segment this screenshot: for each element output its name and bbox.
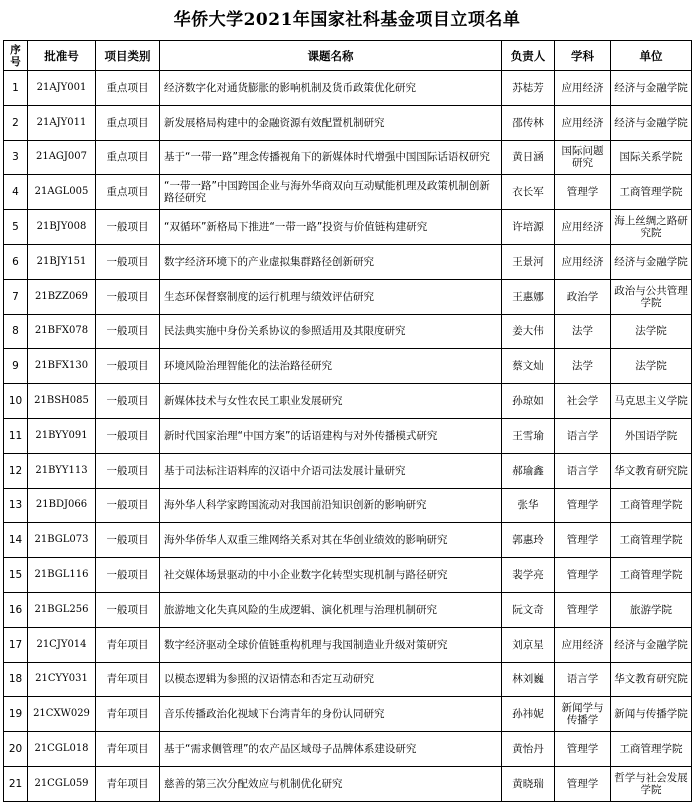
table-row bbox=[4, 766, 692, 801]
header-seq: 序号 bbox=[4, 41, 28, 71]
row-number-cell: 11 bbox=[4, 418, 28, 453]
table-row bbox=[4, 732, 692, 767]
project-name-cell: 环境风险治理智能化的法治路径研究 bbox=[160, 349, 502, 384]
header-unit: 单位 bbox=[611, 41, 692, 71]
project-name-cell: 数字经济驱动全球价值链重构机理与我国制造业升级对策研究 bbox=[160, 627, 502, 662]
category-cell: 一般项目 bbox=[96, 558, 160, 593]
leader-cell: 姜大伟 bbox=[502, 314, 555, 349]
category-cell: 一般项目 bbox=[96, 349, 160, 384]
header-category: 项目类别 bbox=[96, 41, 160, 71]
leader-cell: 苏梽芳 bbox=[502, 71, 555, 106]
project-name-cell: 基于“需求侧管理”的农产品区域母子品牌体系建设研究 bbox=[160, 732, 502, 767]
category-cell: 青年项目 bbox=[96, 627, 160, 662]
category-cell: 青年项目 bbox=[96, 697, 160, 732]
leader-cell: 裴学亮 bbox=[502, 558, 555, 593]
row-number-cell: 13 bbox=[4, 488, 28, 523]
table-row bbox=[4, 175, 692, 210]
header-discipline: 学科 bbox=[555, 41, 611, 71]
approval-no-cell: 21AJY011 bbox=[28, 105, 96, 140]
discipline-cell: 管理学 bbox=[555, 732, 611, 767]
project-name-cell: 数字经济环境下的产业虚拟集群路径创新研究 bbox=[160, 244, 502, 279]
unit-cell: 工商管理学院 bbox=[611, 175, 692, 210]
category-cell: 一般项目 bbox=[96, 314, 160, 349]
unit-cell: 政治与公共管理学院 bbox=[611, 279, 692, 314]
discipline-cell: 政治学 bbox=[555, 279, 611, 314]
table-row bbox=[4, 418, 692, 453]
project-name-cell: 海外华人科学家跨国流动对我国前沿知识创新的影响研究 bbox=[160, 488, 502, 523]
discipline-cell: 新闻学与传播学 bbox=[555, 697, 611, 732]
approval-no-cell: 21BGL073 bbox=[28, 523, 96, 558]
row-number-cell: 12 bbox=[4, 453, 28, 488]
unit-cell: 经济与金融学院 bbox=[611, 71, 692, 106]
discipline-cell: 应用经济 bbox=[555, 244, 611, 279]
category-cell: 一般项目 bbox=[96, 279, 160, 314]
project-name-cell: 新时代国家治理“中国方案”的话语建构与对外传播模式研究 bbox=[160, 418, 502, 453]
approval-no-cell: 21BYY091 bbox=[28, 418, 96, 453]
unit-cell: 工商管理学院 bbox=[611, 523, 692, 558]
row-number-cell: 21 bbox=[4, 766, 28, 801]
unit-cell: 华文教育研究院 bbox=[611, 453, 692, 488]
row-number-cell: 17 bbox=[4, 627, 28, 662]
discipline-cell: 管理学 bbox=[555, 592, 611, 627]
unit-cell: 经济与金融学院 bbox=[611, 105, 692, 140]
category-cell: 一般项目 bbox=[96, 210, 160, 245]
approval-no-cell: 21CGL059 bbox=[28, 766, 96, 801]
approval-no-cell: 21CJY014 bbox=[28, 627, 96, 662]
unit-cell: 经济与金融学院 bbox=[611, 244, 692, 279]
leader-cell: 刘京星 bbox=[502, 627, 555, 662]
leader-cell: 孙祎妮 bbox=[502, 697, 555, 732]
row-number-cell: 6 bbox=[4, 244, 28, 279]
table-row bbox=[4, 349, 692, 384]
unit-cell: 法学院 bbox=[611, 349, 692, 384]
row-number-cell: 18 bbox=[4, 662, 28, 697]
approval-no-cell: 21BJY151 bbox=[28, 244, 96, 279]
unit-cell: 外国语学院 bbox=[611, 418, 692, 453]
row-number-cell: 19 bbox=[4, 697, 28, 732]
leader-cell: 阮文奇 bbox=[502, 592, 555, 627]
approval-no-cell: 21BZZ069 bbox=[28, 279, 96, 314]
leader-cell: 衣长军 bbox=[502, 175, 555, 210]
row-number-cell: 1 bbox=[4, 71, 28, 106]
unit-cell: 工商管理学院 bbox=[611, 488, 692, 523]
table-row bbox=[4, 558, 692, 593]
discipline-cell: 应用经济 bbox=[555, 627, 611, 662]
table-row bbox=[4, 140, 692, 175]
approval-no-cell: 21BFX130 bbox=[28, 349, 96, 384]
table-row bbox=[4, 105, 692, 140]
table-row bbox=[4, 488, 692, 523]
category-cell: 一般项目 bbox=[96, 418, 160, 453]
leader-cell: 王景河 bbox=[502, 244, 555, 279]
project-name-cell: 慈善的第三次分配效应与机制优化研究 bbox=[160, 766, 502, 801]
discipline-cell: 应用经济 bbox=[555, 71, 611, 106]
project-name-cell: 生态环保督察制度的运行机理与绩效评估研究 bbox=[160, 279, 502, 314]
unit-cell: 国际关系学院 bbox=[611, 140, 692, 175]
project-name-cell: 旅游地文化失真风险的生成逻辑、演化机理与治理机制研究 bbox=[160, 592, 502, 627]
leader-cell: 黄晓瑞 bbox=[502, 766, 555, 801]
row-number-cell: 4 bbox=[4, 175, 28, 210]
category-cell: 青年项目 bbox=[96, 662, 160, 697]
row-number-cell: 8 bbox=[4, 314, 28, 349]
leader-cell: 王惠娜 bbox=[502, 279, 555, 314]
project-name-cell: 民法典实施中身份关系协议的参照适用及其限度研究 bbox=[160, 314, 502, 349]
category-cell: 一般项目 bbox=[96, 244, 160, 279]
table-row bbox=[4, 244, 692, 279]
category-cell: 重点项目 bbox=[96, 140, 160, 175]
table-row bbox=[4, 662, 692, 697]
header-approval-no: 批准号 bbox=[28, 41, 96, 71]
project-name-cell: 经济数字化对通货膨胀的影响机制及货币政策优化研究 bbox=[160, 71, 502, 106]
table-header-row bbox=[4, 41, 692, 71]
unit-cell: 工商管理学院 bbox=[611, 732, 692, 767]
discipline-cell: 管理学 bbox=[555, 488, 611, 523]
project-name-cell: 基于“一带一路”理念传播视角下的新媒体时代增强中国国际话语权研究 bbox=[160, 140, 502, 175]
leader-cell: 孙琼如 bbox=[502, 384, 555, 419]
unit-cell: 经济与金融学院 bbox=[611, 627, 692, 662]
approval-no-cell: 21CGL018 bbox=[28, 732, 96, 767]
category-cell: 一般项目 bbox=[96, 453, 160, 488]
leader-cell: 黄日涵 bbox=[502, 140, 555, 175]
project-name-cell: “双循环”新格局下推进“一带一路”投资与价值链构建研究 bbox=[160, 210, 502, 245]
discipline-cell: 法学 bbox=[555, 314, 611, 349]
unit-cell: 华文教育研究院 bbox=[611, 662, 692, 697]
table-row bbox=[4, 453, 692, 488]
category-cell: 青年项目 bbox=[96, 766, 160, 801]
document-title: 华侨大学2021年国家社科基金项目立项名单 bbox=[173, 10, 521, 30]
approval-no-cell: 21BFX078 bbox=[28, 314, 96, 349]
discipline-cell: 应用经济 bbox=[555, 210, 611, 245]
unit-cell: 法学院 bbox=[611, 314, 692, 349]
table-row bbox=[4, 523, 692, 558]
category-cell: 一般项目 bbox=[96, 523, 160, 558]
row-number-cell: 16 bbox=[4, 592, 28, 627]
row-number-cell: 2 bbox=[4, 105, 28, 140]
row-number-cell: 14 bbox=[4, 523, 28, 558]
approval-no-cell: 21BSH085 bbox=[28, 384, 96, 419]
row-number-cell: 5 bbox=[4, 210, 28, 245]
approval-no-cell: 21BGL256 bbox=[28, 592, 96, 627]
category-cell: 一般项目 bbox=[96, 488, 160, 523]
discipline-cell: 管理学 bbox=[555, 558, 611, 593]
discipline-cell: 应用经济 bbox=[555, 105, 611, 140]
header-leader: 负责人 bbox=[502, 41, 555, 71]
unit-cell: 旅游学院 bbox=[611, 592, 692, 627]
discipline-cell: 管理学 bbox=[555, 523, 611, 558]
approval-no-cell: 21AGJ007 bbox=[28, 140, 96, 175]
table-row bbox=[4, 627, 692, 662]
table-row bbox=[4, 210, 692, 245]
leader-cell: 黄怡丹 bbox=[502, 732, 555, 767]
unit-cell: 海上丝绸之路研究院 bbox=[611, 210, 692, 245]
table-row bbox=[4, 314, 692, 349]
unit-cell: 新闻与传播学院 bbox=[611, 697, 692, 732]
project-name-cell: 海外华侨华人双重三维网络关系对其在华创业绩效的影响研究 bbox=[160, 523, 502, 558]
unit-cell: 工商管理学院 bbox=[611, 558, 692, 593]
discipline-cell: 语言学 bbox=[555, 662, 611, 697]
category-cell: 重点项目 bbox=[96, 175, 160, 210]
leader-cell: 邵传林 bbox=[502, 105, 555, 140]
project-name-cell: 新媒体技术与女性农民工职业发展研究 bbox=[160, 384, 502, 419]
category-cell: 一般项目 bbox=[96, 592, 160, 627]
project-name-cell: 以模态逻辑为参照的汉语情态和否定互动研究 bbox=[160, 662, 502, 697]
approval-no-cell: 21AGL005 bbox=[28, 175, 96, 210]
project-name-cell: 基于司法标注语料库的汉语中介语司法发展计量研究 bbox=[160, 453, 502, 488]
category-cell: 重点项目 bbox=[96, 71, 160, 106]
leader-cell: 郝瑜鑫 bbox=[502, 453, 555, 488]
category-cell: 重点项目 bbox=[96, 105, 160, 140]
approval-no-cell: 21CYY031 bbox=[28, 662, 96, 697]
category-cell: 一般项目 bbox=[96, 384, 160, 419]
discipline-cell: 语言学 bbox=[555, 418, 611, 453]
discipline-cell: 社会学 bbox=[555, 384, 611, 419]
discipline-cell: 管理学 bbox=[555, 766, 611, 801]
row-number-cell: 10 bbox=[4, 384, 28, 419]
table-row bbox=[4, 592, 692, 627]
row-number-cell: 7 bbox=[4, 279, 28, 314]
row-number-cell: 3 bbox=[4, 140, 28, 175]
project-name-cell: “一带一路”中国跨国企业与海外华商双向互动赋能机理及政策机制创新路径研究 bbox=[160, 175, 502, 210]
approval-no-cell: 21BJY008 bbox=[28, 210, 96, 245]
approval-no-cell: 21BDJ066 bbox=[28, 488, 96, 523]
leader-cell: 蔡文灿 bbox=[502, 349, 555, 384]
discipline-cell: 管理学 bbox=[555, 175, 611, 210]
leader-cell: 张华 bbox=[502, 488, 555, 523]
leader-cell: 许培源 bbox=[502, 210, 555, 245]
unit-cell: 马克思主义学院 bbox=[611, 384, 692, 419]
project-name-cell: 社交媒体场景驱动的中小企业数字化转型实现机制与路径研究 bbox=[160, 558, 502, 593]
leader-cell: 郭惠玲 bbox=[502, 523, 555, 558]
discipline-cell: 语言学 bbox=[555, 453, 611, 488]
approval-no-cell: 21BGL116 bbox=[28, 558, 96, 593]
discipline-cell: 法学 bbox=[555, 349, 611, 384]
project-name-cell: 音乐传播政治化视域下台湾青年的身份认同研究 bbox=[160, 697, 502, 732]
row-number-cell: 15 bbox=[4, 558, 28, 593]
category-cell: 青年项目 bbox=[96, 732, 160, 767]
project-table bbox=[3, 40, 692, 802]
discipline-cell: 国际问题研究 bbox=[555, 140, 611, 175]
row-number-cell: 9 bbox=[4, 349, 28, 384]
approval-no-cell: 21BYY113 bbox=[28, 453, 96, 488]
project-name-cell: 新发展格局构建中的金融资源有效配置机制研究 bbox=[160, 105, 502, 140]
approval-no-cell: 21CXW029 bbox=[28, 697, 96, 732]
header-project-name: 课题名称 bbox=[160, 41, 502, 71]
unit-cell: 哲学与社会发展学院 bbox=[611, 766, 692, 801]
table-row bbox=[4, 279, 692, 314]
approval-no-cell: 21AJY001 bbox=[28, 71, 96, 106]
table-row bbox=[4, 384, 692, 419]
row-number-cell: 20 bbox=[4, 732, 28, 767]
table-row bbox=[4, 697, 692, 732]
leader-cell: 王雪瑜 bbox=[502, 418, 555, 453]
leader-cell: 林刘巍 bbox=[502, 662, 555, 697]
table-row bbox=[4, 71, 692, 106]
